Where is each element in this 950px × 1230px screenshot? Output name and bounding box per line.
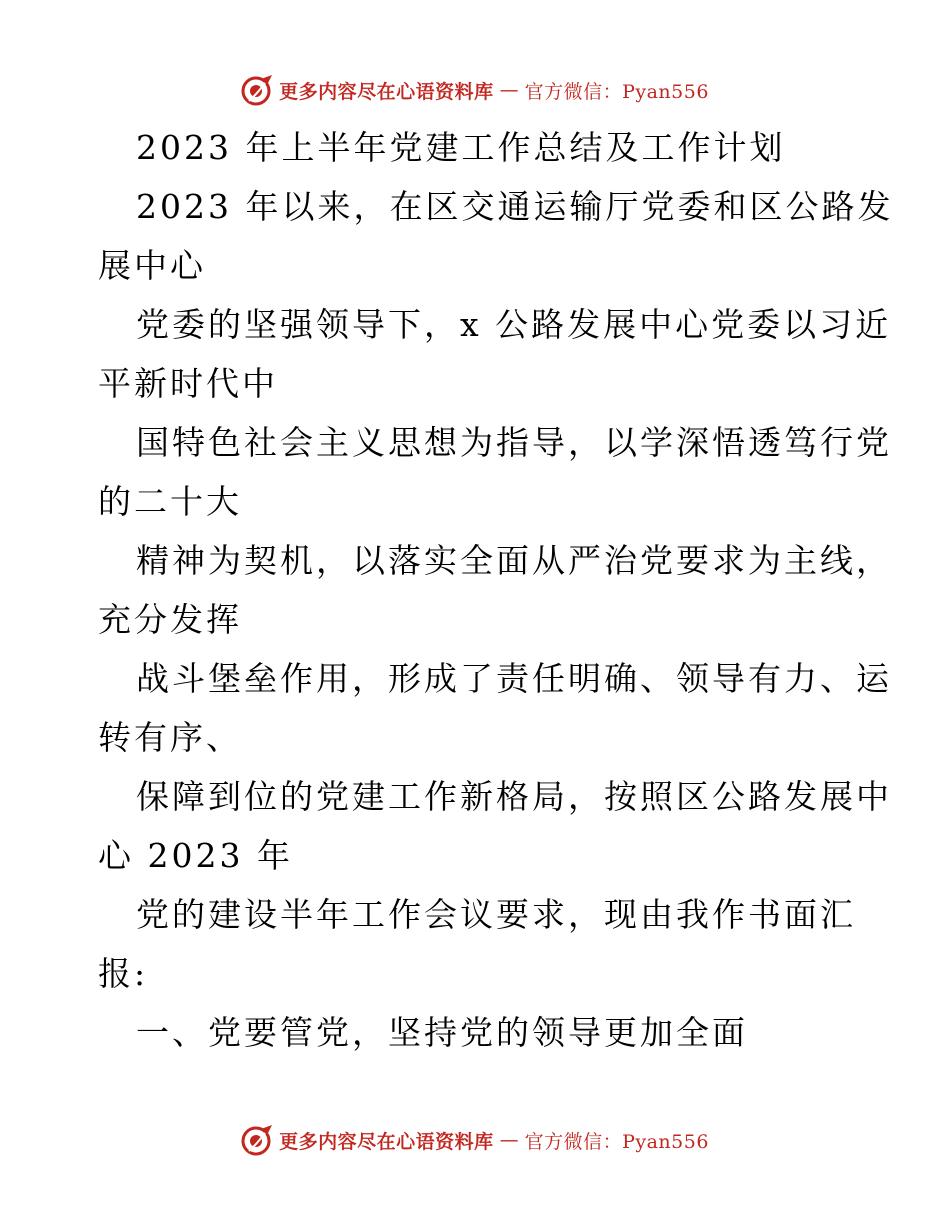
footer-banner[interactable] [0, 1120, 950, 1160]
section-heading: 一、党要管党，坚持党的领导更加全面 [136, 1013, 748, 1052]
paragraph-line: 党的建设半年工作会议要求，现由我作书面汇 [136, 895, 856, 934]
document-body [98, 118, 894, 1062]
brand-logo-icon [241, 73, 275, 107]
paragraph-line: 心 2023 年 [98, 836, 293, 875]
paragraph-line: 充分发挥 [98, 600, 242, 639]
header-brand-text: 更多内容尽在心语资料库 [279, 80, 494, 103]
paragraph-line: 报: [98, 954, 149, 993]
header-banner[interactable] [0, 70, 950, 110]
document-title: 2023 年上半年党建工作总结及工作计划 [136, 128, 786, 167]
paragraph-line: 转有序、 [98, 718, 242, 757]
paragraph-line: 战斗堡垒作用，形成了责任明确、领导有力、运 [136, 659, 892, 698]
header-contact-text: 官方微信：Pyan556 [524, 80, 709, 103]
paragraph-line: 党委的坚强领导下，x 公路发展中心党委以习近 [136, 305, 892, 344]
brand-logo-icon [241, 1123, 275, 1157]
footer-separator: — [499, 1129, 519, 1151]
paragraph-line: 国特色社会主义思想为指导，以学深悟透笃行党 [136, 423, 892, 462]
paragraph-line: 保障到位的党建工作新格局，按照区公路发展中 [136, 777, 892, 816]
footer-banner-content [241, 1123, 709, 1157]
header-separator: — [499, 79, 519, 101]
header-banner-content [241, 73, 709, 107]
paragraph-line: 精神为契机，以落实全面从严治党要求为主线， [136, 541, 892, 580]
footer-brand-text: 更多内容尽在心语资料库 [279, 1130, 494, 1153]
paragraph-line: 平新时代中 [98, 364, 278, 403]
paragraph-line: 的二十大 [98, 482, 242, 521]
paragraph-line: 2023 年以来，在区交通运输厅党委和区公路发 [136, 187, 894, 226]
footer-contact-text: 官方微信：Pyan556 [524, 1130, 709, 1153]
paragraph-line: 展中心 [98, 246, 206, 285]
